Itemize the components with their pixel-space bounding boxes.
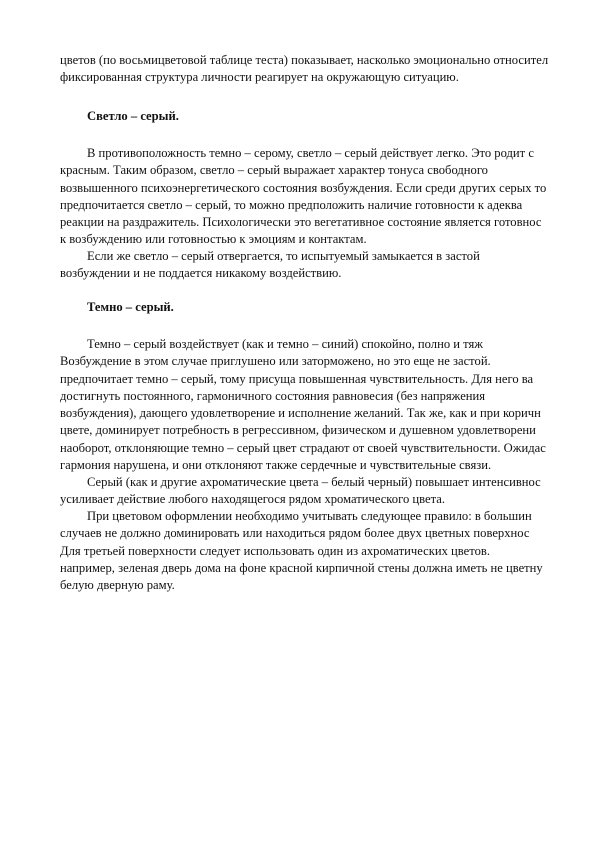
text-line: возбуждения), дающего удовлетворение и исполнение желаний. Так же, как и при коричн — [60, 406, 541, 421]
dark-gray-paragraph-1 — [60, 336, 546, 474]
dark-gray-paragraph-3 — [60, 508, 543, 594]
section-heading-dark-gray: Темно – серый. — [87, 300, 174, 314]
text-line: предпочитает темно – серый, тому присуща повышенная чувствительность. Для него ва — [60, 371, 534, 386]
text-line: гармония нарушена, и они отклоняют также сердечные и чувствительные связи. — [60, 458, 492, 473]
text-line: цвете, доминирует потребность в регрессивном, физическом и душевном удовлетворени — [60, 423, 536, 438]
text-line: В противоположность темно – серому, светло – серый действует легко. Это родит с — [87, 146, 534, 160]
section-heading-light-gray: Светло – серый. — [87, 109, 179, 123]
text-line: реакции на раздражитель. Психологически это вегетативное состояние является готовнос — [60, 215, 542, 230]
light-gray-paragraph-1 — [60, 145, 546, 249]
document-page — [60, 0, 595, 842]
text-line: Для третьей поверхности следует использовать один из ахроматических цветов. — [60, 543, 490, 558]
light-gray-paragraph-2 — [60, 248, 480, 283]
text-line: красным. Таким образом, светло – серый выражает характер тонуса свободного — [60, 163, 488, 178]
text-line: наоборот, отклоняющие темно – серый цвет страдают от своей чувствительности. Ожидас — [60, 440, 546, 455]
text-line: достигнуть постоянного, гармоничного состояния равновесия (без напряжения — [60, 388, 486, 403]
text-line: случаев не должно доминировать или находиться рядом более двух цветных поверхнос — [60, 526, 530, 541]
text-line: Темно – серый воздействует (как и темно – синий) спокойно, полно и тяж — [87, 337, 483, 351]
text-line: Возбуждение в этом случае приглушено или заторможено, но это еще не застой. — [60, 354, 491, 369]
text-line: белую дверную раму. — [60, 578, 175, 593]
text-line: например, зеленая дверь дома на фоне красной кирпичной стены должна иметь не цветну — [60, 560, 543, 575]
dark-gray-paragraph-2 — [60, 474, 541, 509]
text-line: цветов (по восьмицветовой таблице теста) показывает, насколько эмоционально относител — [60, 53, 549, 67]
text-line: При цветовом оформлении необходимо учитывать следующее правило: в большин — [87, 509, 532, 523]
text-line: к возбуждению или готовностью к эмоциям и контактам. — [60, 232, 367, 247]
text-line: Серый (как и другие ахроматические цвета – белый черный) повышает интенсивнос — [87, 475, 541, 489]
text-line: возбуждении и не поддается никакому воздействию. — [60, 266, 342, 281]
intro-paragraph — [60, 52, 548, 87]
text-line: усиливает действие любого находящегося рядом хроматического цвета. — [60, 492, 445, 507]
text-line: фиксированная структура личности реагирует на окружающую ситуацию. — [60, 70, 459, 85]
text-line: предпочитается светло – серый, то можно предположить наличие готовности к адеква — [60, 197, 523, 212]
text-line: Если же светло – серый отвергается, то испытуемый замыкается в застой — [87, 249, 480, 263]
text-line: возвышенного психоэнергетического состояния возбуждения. Если среди других серых то — [60, 180, 547, 195]
